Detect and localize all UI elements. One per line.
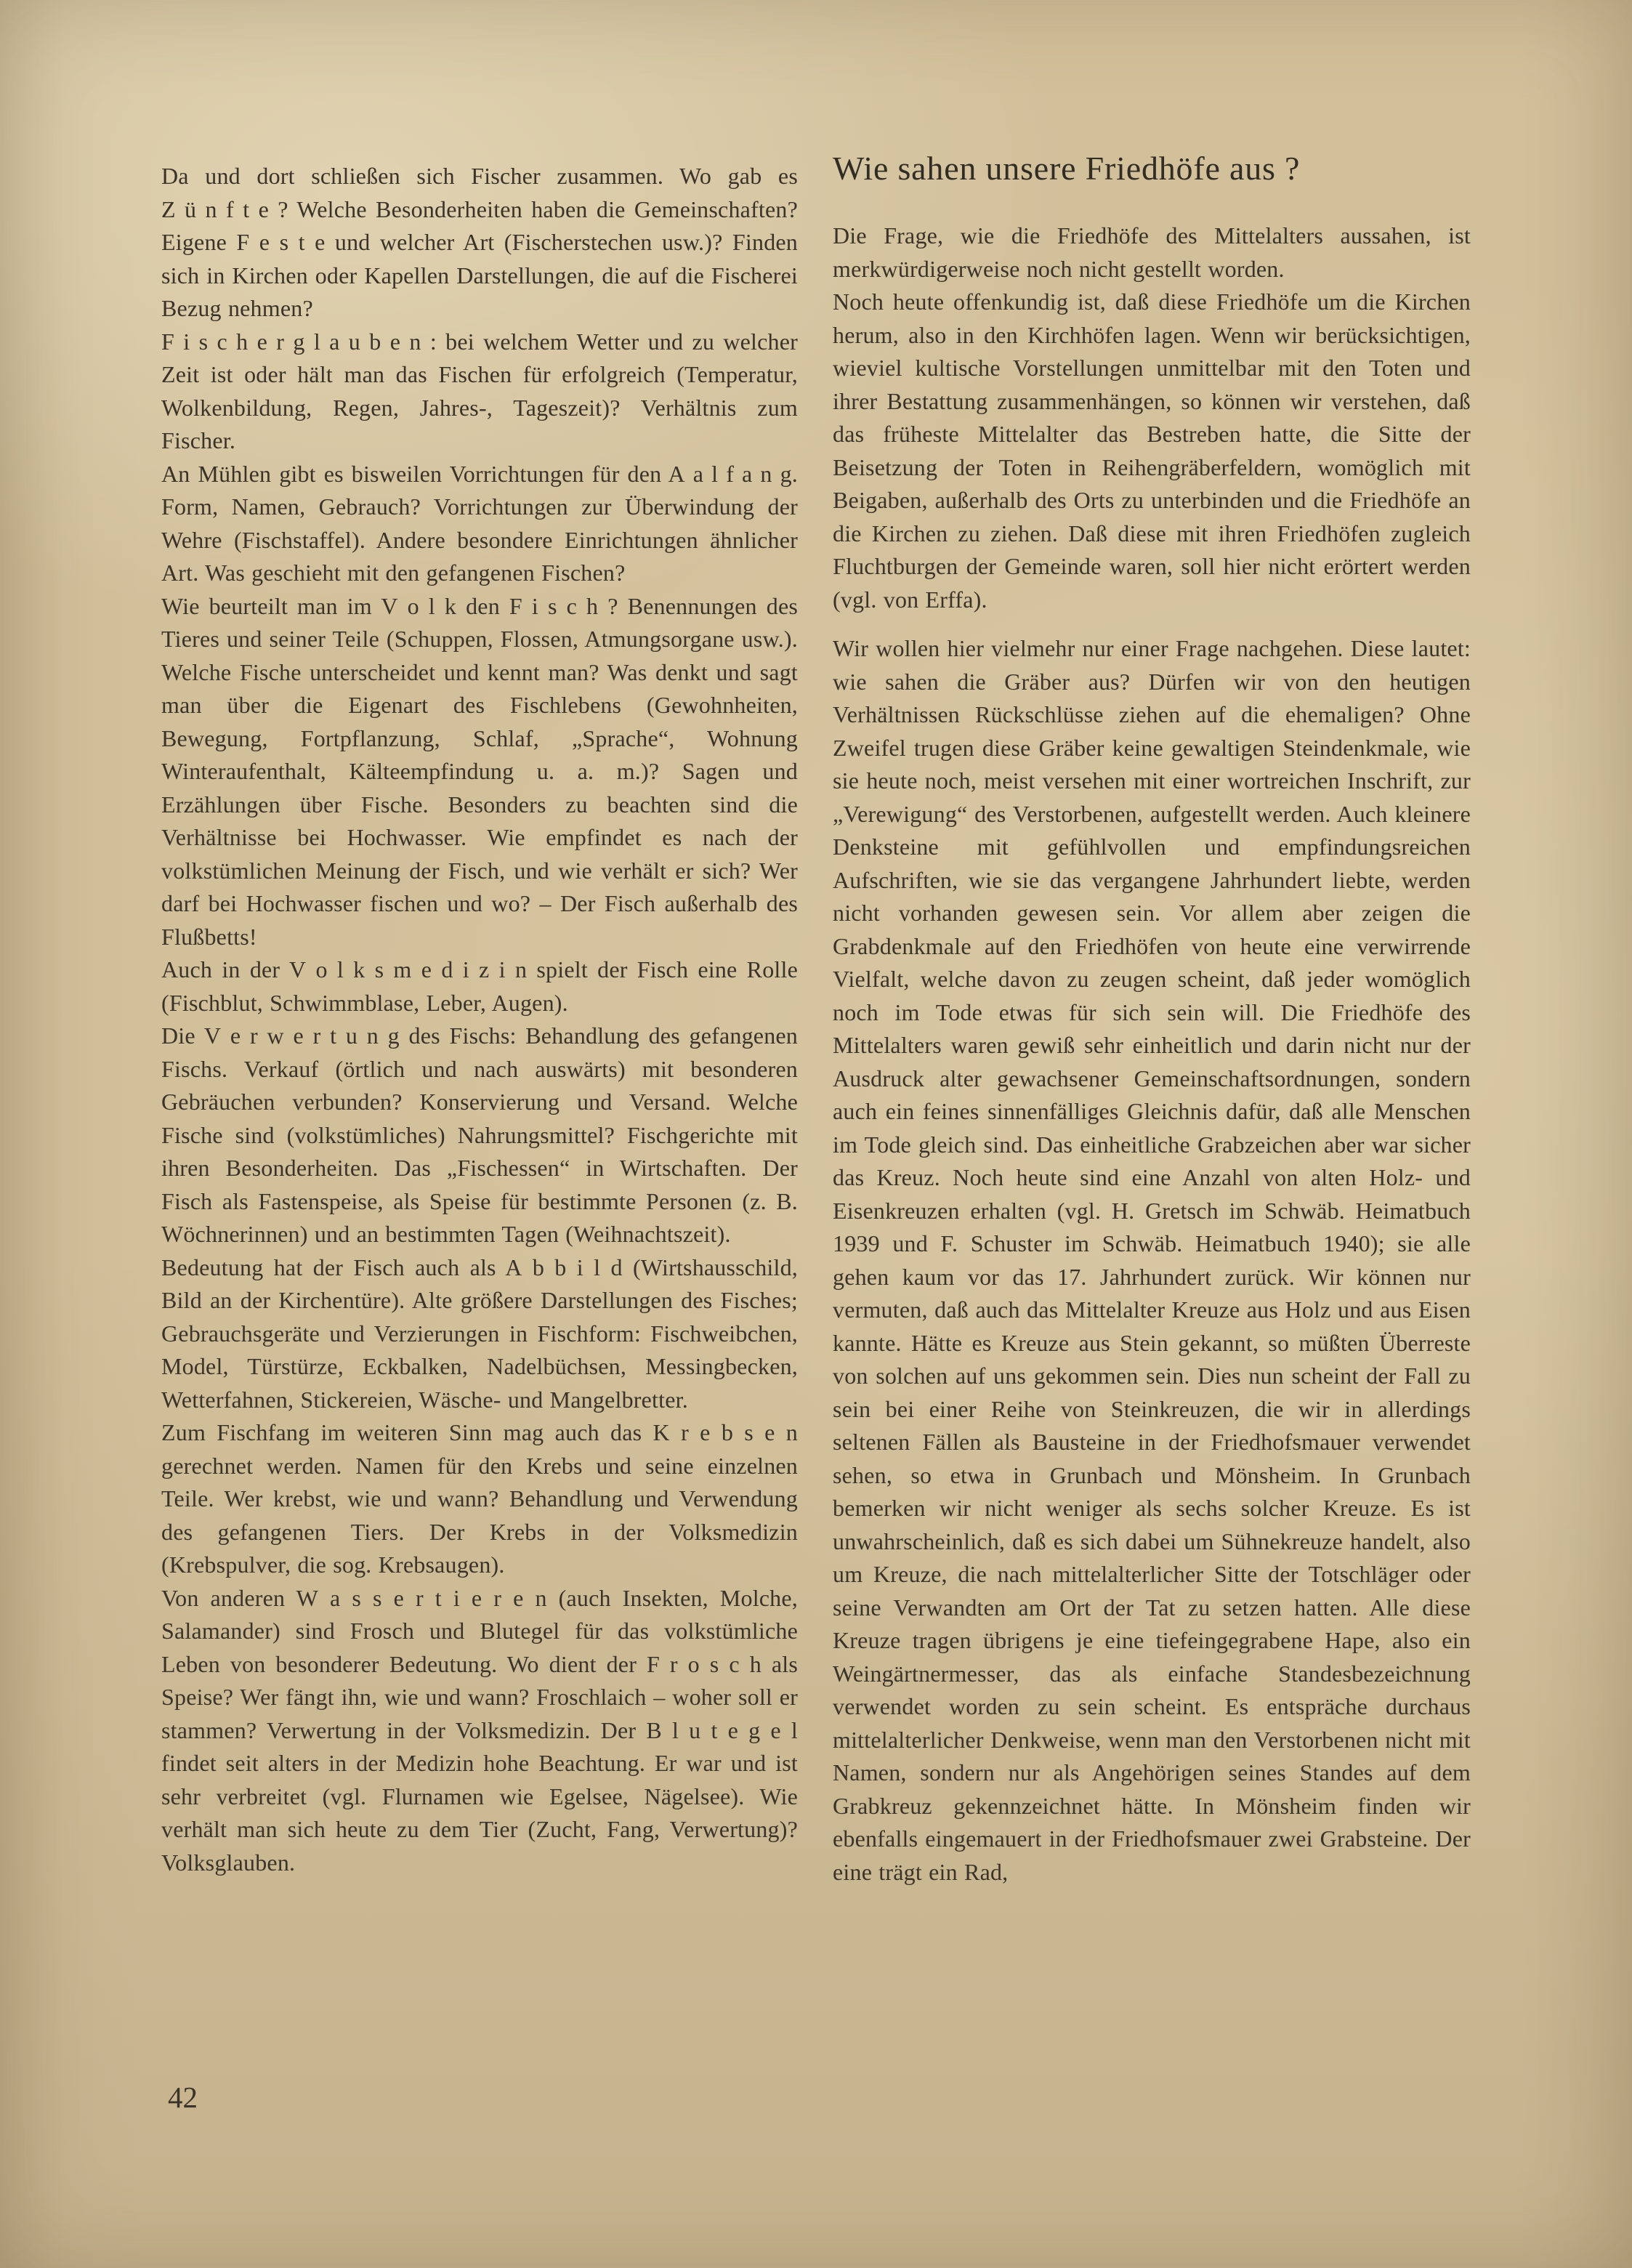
section-heading: Wie sahen unsere Friedhöfe aus ? — [833, 150, 1301, 187]
page-number: 42 — [168, 2081, 198, 2114]
left-paragraph-6: Die V e r w e r t u n g des Fischs: Behandlung des gefangenen Fischs. Verkauf (örtlich und nach auswärts) mit besonderen Gebräuchen verbunden? Konservierung und Versand. Welche Fische sind (volkstümliches) Nahrungsmittel? Fischgerichte mit ihren Besonderheiten. Das „Fischessen“ in Wirtschaften. Der Fisch als Fastenspeise, als Speise für bestimmte Personen (z. B. Wöchnerinnen) und an bestimmten Tagen (Weihnachtszeit). — [161, 1022, 798, 1247]
right-paragraph-3: Wir wollen hier vielmehr nur einer Frage nachgehen. Diese lautet: wie sahen die Gräber aus? Dürfen wir von den heutigen Verhältnissen Rückschlüsse ziehen auf die ehemaligen? Ohne Zweifel trugen diese Gräber keine gewaltigen Steindenkmale, wie sie heute noch, meist versehen mit einer wortreichen Inschrift, zur „Verewigung“ des Verstorbenen, aufgestellt werden. Auch kleinere Denksteine mit gefühlvollen und empfindungsreichen Aufschriften, wie sie das vergangene Jahrhundert liebte, werden nicht vorhanden gewesen sein. Vor allem aber zeigen die Grabdenkmale auf den Friedhöfen von heute eine verwirrende Vielfalt, welche davon zu zeugen scheint, daß jeder womöglich noch im Tode etwas für sich sein will. Die Friedhöfe des Mittelalters waren gewiß sehr einheitlich und darin nicht nur der Ausdruck alter gewachsener Gemeinschaftsordnungen, sondern auch ein feines sinnenfälliges Gleichnis dafür, daß alle Menschen im Tode gleich sind. Das einheitliche Grabzeichen aber war sicher das Kreuz. Noch heute sind eine Anzahl von alten Holz- und Eisenkreuzen erhalten (vgl. H. Gretsch im Schwäb. Heimatbuch 1939 und F. Schuster im Schwäb. Heimatbuch 1940); sie alle gehen kaum vor das 17. Jahrhundert zurück. Wir können nur vermuten, daß auch das Mittelalter Kreuze aus Holz und aus Eisen kannte. Hätte es Kreuze aus Stein gekannt, so müßten Überreste von solchen auf uns gekommen sein. Dies nun scheint der Fall zu sein bei einer Reihe von Steinkreuzen, die wir in allerdings seltenen Fällen als Bausteine in der Friedhofsmauer verwendet sehen, so etwa in Grunbach und Mönsheim. In Grunbach bemerken wir nicht weniger als sechs solcher Kreuze. Es ist unwahrscheinlich, daß es sich dabei um Sühnekreuze handelt, also um Kreuze, die nach mittelalterlicher Sitte der Totschläger oder seine Verwandten am Ort der Tat zu setzen hatten. Alle diese Kreuze tragen übrigens je eine tiefeingegrabene Hape, also ein Weingärtnermesser, das als einfache Standesbezeichnung verwendet worden zu sein scheint. Es entspräche durchaus mittelalterlicher Denkweise, wenn man den Verstorbenen nicht mit Namen, sondern nur als Angehörigen seines Standes auf dem Grabkreuz gekennzeichnet hätte. In Mönsheim finden wir ebenfalls eingemauert in der Friedhofsmauer zwei Grabsteine. Der eine trägt ein Rad, — [833, 635, 1471, 1885]
right-paragraph-1: Die Frage, wie die Friedhöfe des Mittelalters aussahen, ist merkwürdigerweise noch nicht gestellt worden. — [833, 222, 1471, 282]
left-paragraph-2: F i s c h e r g l a u b e n : bei welchem Wetter und zu welcher Zeit ist oder hält man das Fischen für erfolgreich (Temperatur, Wolkenbildung, Regen, Jahres-, Tageszeit)? Verhältnis zum Fischer. — [161, 328, 798, 453]
left-paragraph-4: Wie beurteilt man im V o l k den F i s c h ? Benennungen des Tieres und seiner Teile (Schuppen, Flossen, Atmungsorgane usw.). Welche Fische unterscheidet und kennt man? Was denkt und sagt man über die Eigenart des Fischlebens (Gewohnheiten, Bewegung, Fortpflanzung, Schlaf, „Sprache“, Wohnung Winteraufenthalt, Kälteempfindung u. a. m.)? Sagen und Erzählungen über Fische. Besonders zu beachten sind die Verhältnisse bei Hochwasser. Wie empfindet es nach der volkstümlichen Meinung der Fisch, und wie verhält er sich? Wer darf bei Hochwasser fischen und wo? – Der Fisch außerhalb des Flußbetts! — [161, 592, 798, 950]
left-paragraph-7: Bedeutung hat der Fisch auch als A b b i l d (Wirtshausschild, Bild an der Kirchentüre). Alte größere Darstellungen des Fisches; Gebrauchsgeräte und Verzierungen in Fischform: Fischweibchen, Model, Türstürze, Eckbalken, Nadelbüchsen, Messingbecken, Wetterfahnen, Stickereien, Wäsche- und Mangelbretter. — [161, 1254, 798, 1413]
right-column — [833, 148, 1471, 1889]
left-column — [161, 160, 798, 1879]
left-paragraph-1: Da und dort schließen sich Fischer zusammen. Wo gab es Z ü n f t e ? Welche Besonderheiten haben die Gemeinschaften? Eigene F e s t e und welcher Art (Fischerstechen usw.)? Finden sich in Kirchen oder Kapellen Darstellungen, die auf die Fischerei Bezug nehmen? — [161, 163, 798, 321]
left-paragraph-5: Auch in der V o l k s m e d i z i n spielt der Fisch eine Rolle (Fischblut, Schwimmblase, Leber, Augen). — [161, 956, 798, 1016]
left-paragraph-3: An Mühlen gibt es bisweilen Vorrichtungen für den A a l f a n g. Form, Namen, Gebrauch? Vorrichtungen zur Überwindung der Wehre (Fischstaffel). Andere besondere Einrichtungen ähnlicher Art. Was geschieht mit den gefangenen Fischen? — [161, 460, 798, 586]
left-paragraph-8: Zum Fischfang im weiteren Sinn mag auch das K r e b s e n gerechnet werden. Namen für den Krebs und seine einzelnen Teile. Wer krebst, wie und wann? Behandlung und Verwendung des gefangenen Tiers. Der Krebs in der Volksmedizin (Krebspulver, die sog. Krebsaugen). — [161, 1419, 798, 1578]
right-paragraph-2: Noch heute offenkundig ist, daß diese Friedhöfe um die Kirchen herum, also in den Kirchhöfen lagen. Wenn wir berücksichtigen, wieviel kultische Vorstellungen unmittelbar mit den Toten und ihrer Bestattung zusammenhängen, so können wir verstehen, daß das früheste Mittelalter das Bestreben hatte, die Sitte der Beisetzung der Toten in Reihengräberfeldern, womöglich mit Beigaben, außerhalb des Orts zu unterbinden und die Friedhöfe an die Kirchen zu ziehen. Daß diese mit ihren Friedhöfen zugleich Fluchtburgen der Gemeinde waren, soll hier nicht erörtert werden (vgl. von Erffa). — [833, 288, 1471, 613]
left-paragraph-9: Von anderen W a s s e r t i e r e n (auch Insekten, Molche, Salamander) sind Frosch und Blutegel für das volkstümliche Leben von besonderer Bedeutung. Wo dient der F r o s c h als Speise? Wer fängt ihn, wie und wann? Froschlaich – woher soll er stammen? Verwertung in der Volksmedizin. Der B l u t e g e l findet seit alters in der Medizin hohe Beachtung. Er war und ist sehr verbreitet (vgl. Flurnamen wie Egelsee, Nägelsee). Wie verhält man sich heute zu dem Tier (Zucht, Fang, Verwertung)? Volksglauben. — [161, 1584, 798, 1876]
